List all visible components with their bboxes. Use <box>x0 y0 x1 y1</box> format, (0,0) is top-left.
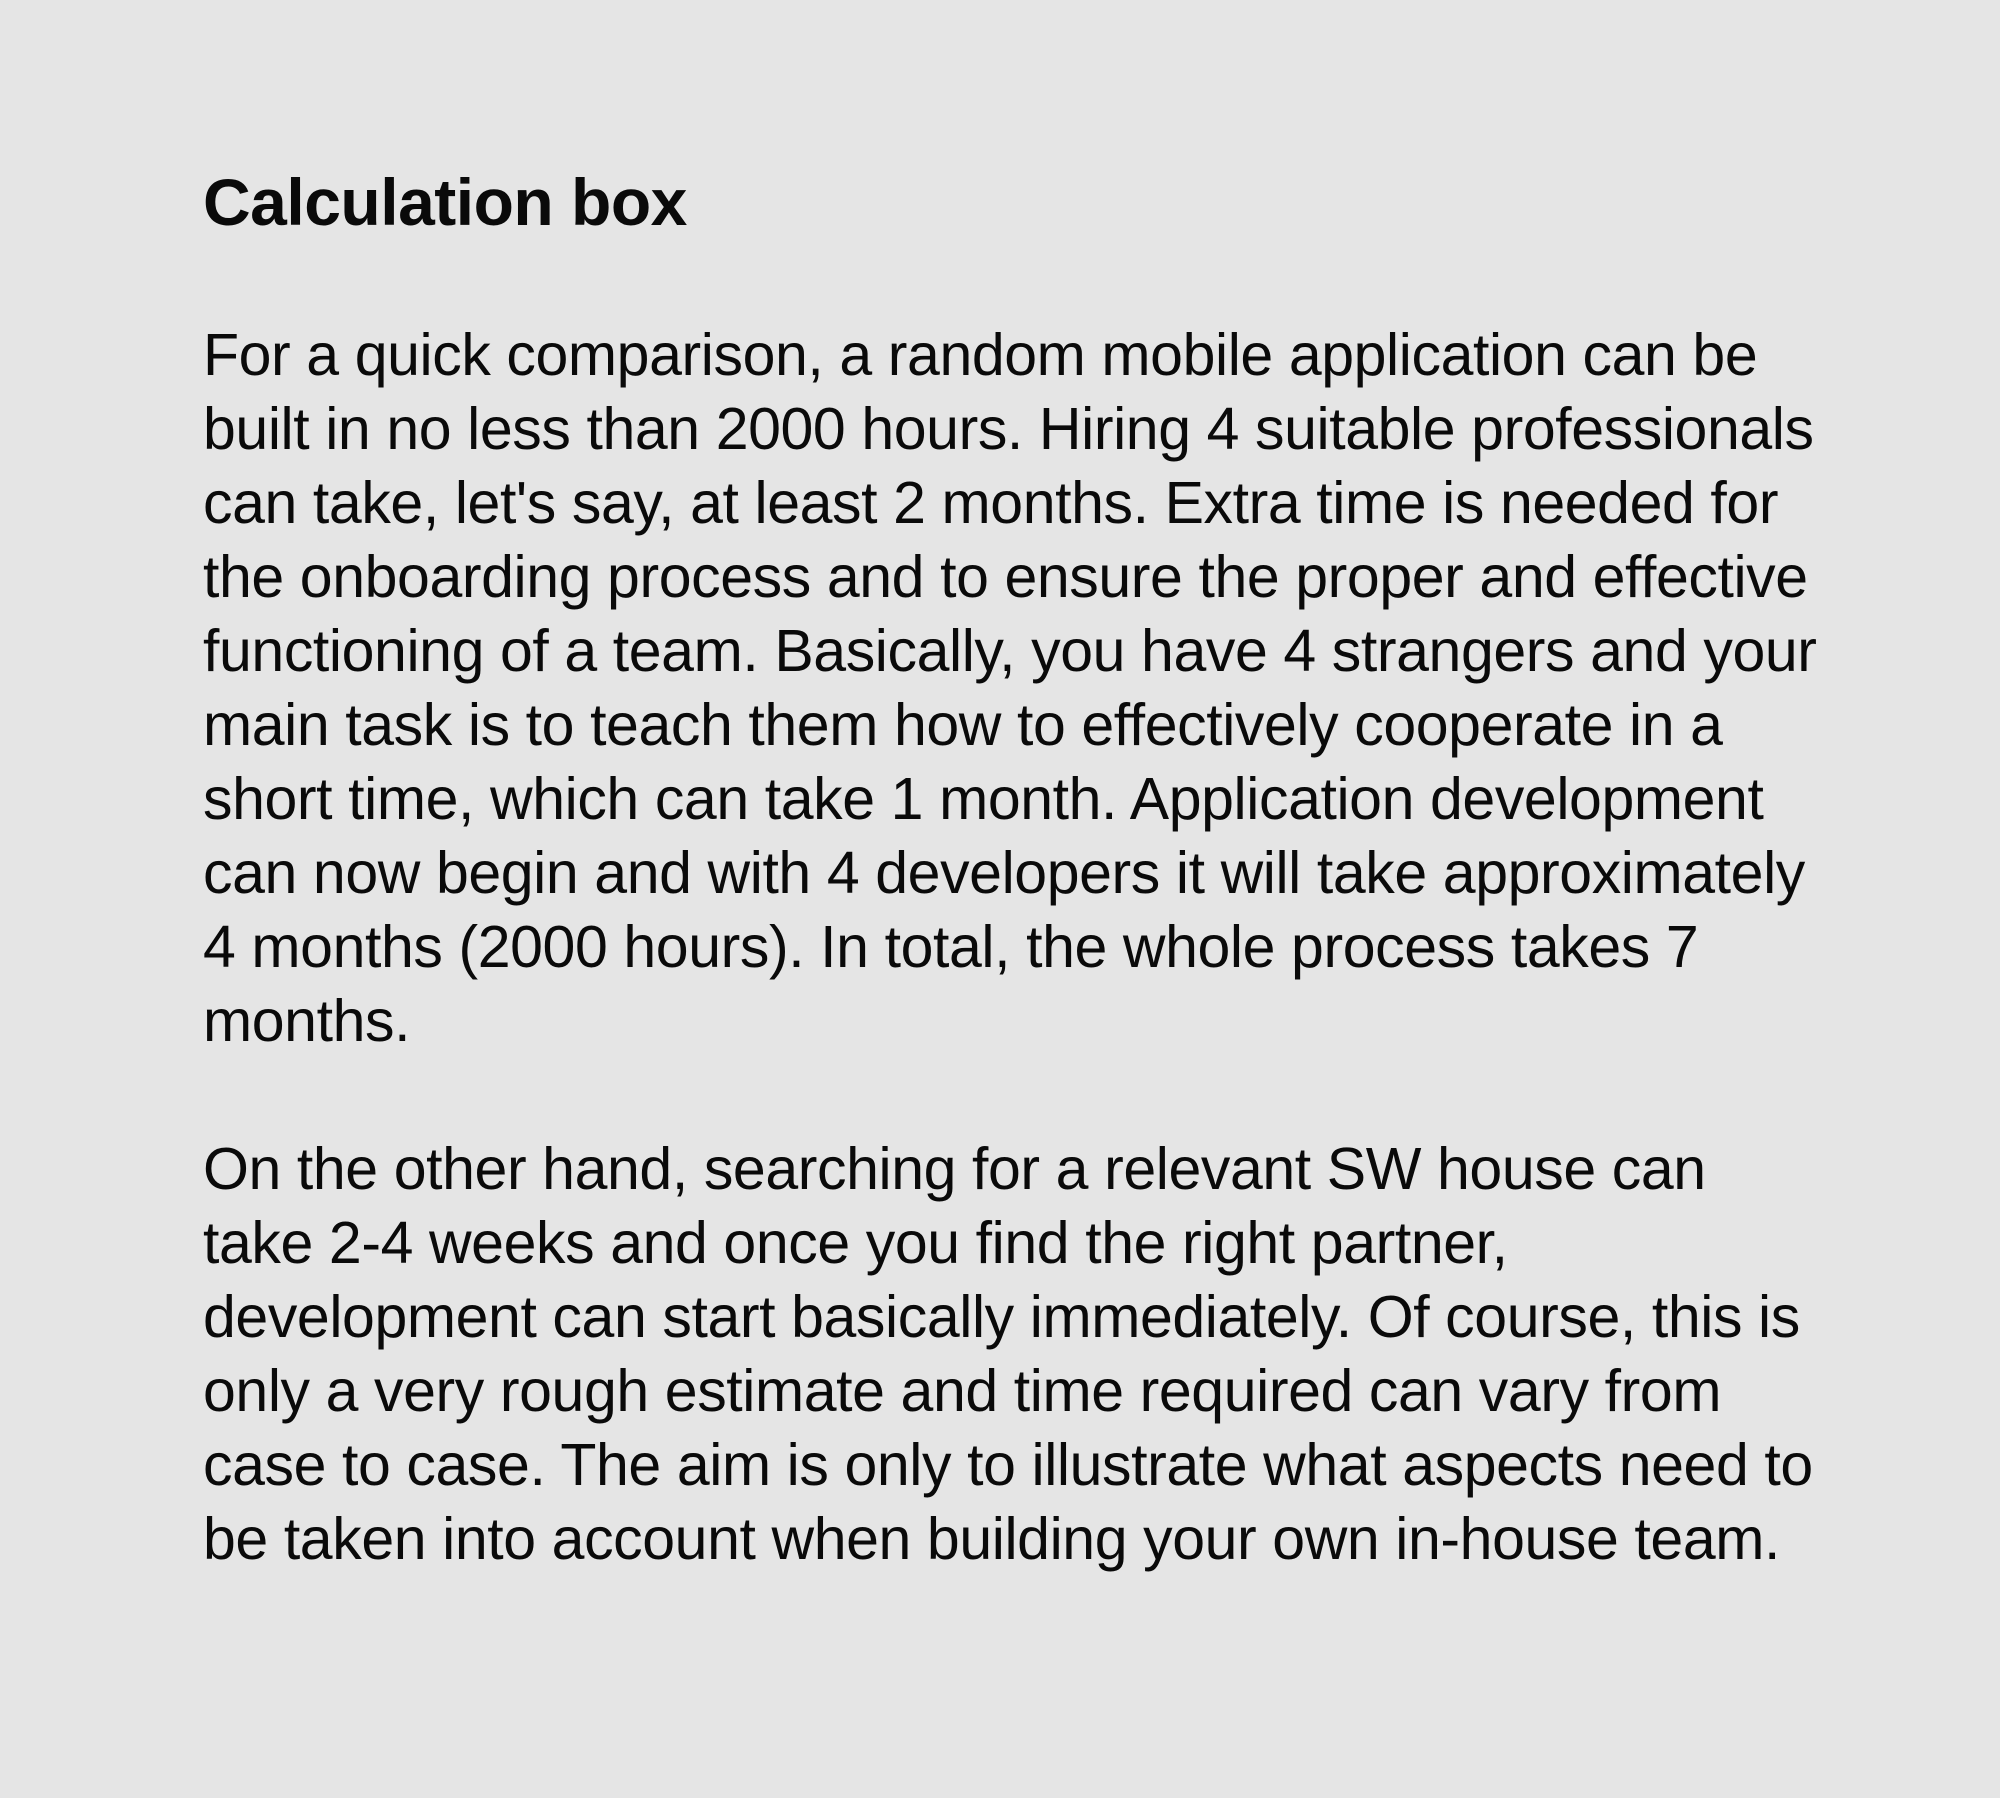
comparison-paragraph-sw-house: On the other hand, searching for a relevant SW house can take 2-4 weeks and once you find the right partner, development can start basically immediately. Of course, this is only a very rough estimate and time required can vary from case to case. The aim is only to illustrate what aspects need to be taken into account when building your own in-house team. <box>203 1136 1813 1572</box>
comparison-paragraph-in-house: For a quick comparison, a random mobile application can be built in no less than 2000 hours. Hiring 4 suitable professionals can take, let's say, at least 2 months. Extra time is needed for the onboarding process and to ensure the proper and effective functioning of a team. Basically, you have 4 strangers and your main task is to teach them how to effectively cooperate in a short time, which can take 1 month. Application development can now begin and with 4 developers it will take approximately 4 months (2000 hours). In total, the whole process takes 7 months. <box>203 322 1817 1054</box>
calculation-box <box>203 160 1823 1576</box>
calculation-box-title: Calculation box <box>203 165 687 239</box>
